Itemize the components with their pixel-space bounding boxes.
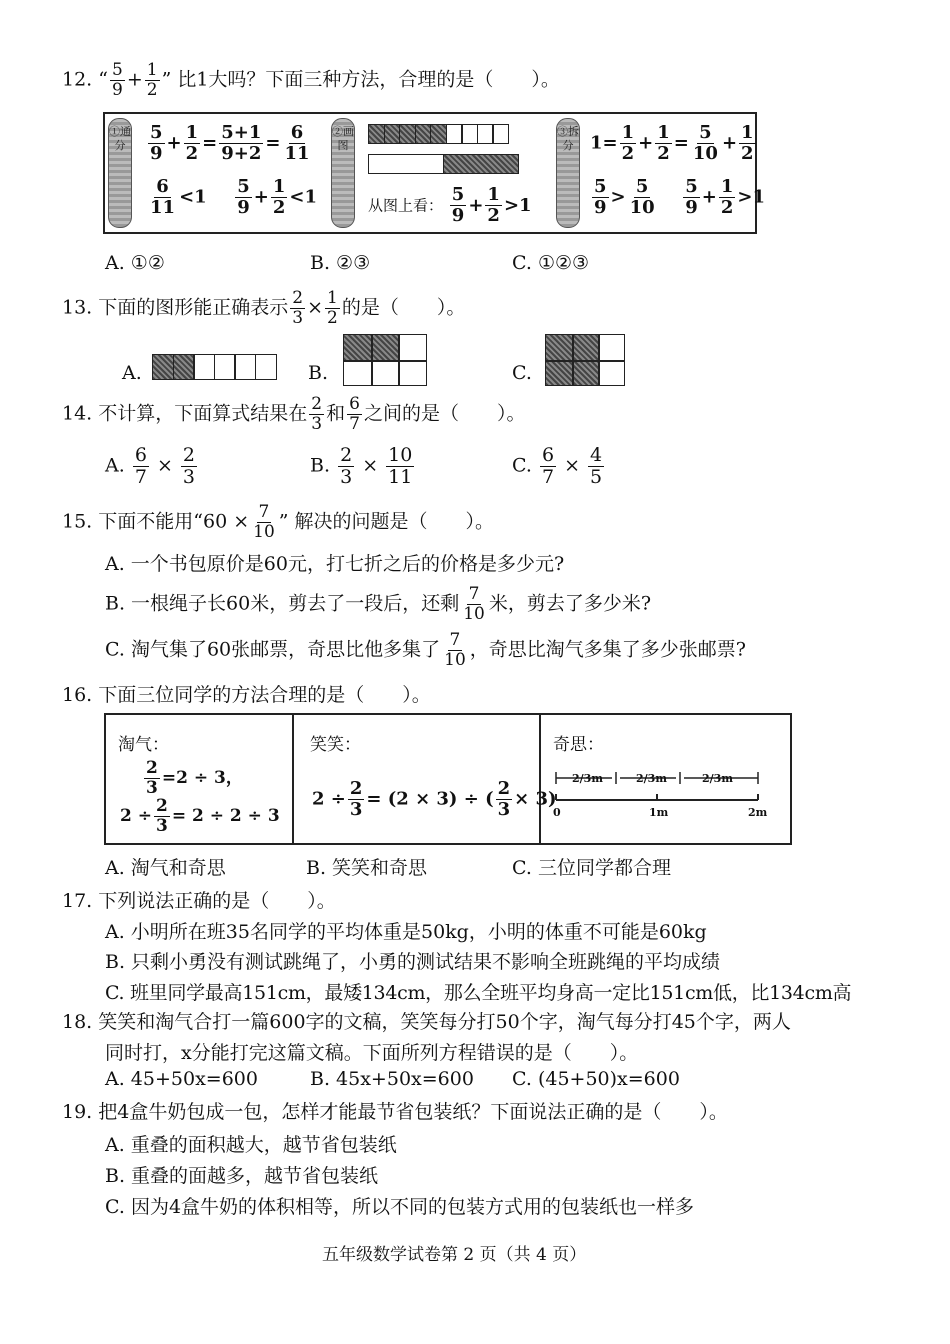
qisi-seg-3: 2/3m — [702, 772, 733, 785]
q16-stem: 16. 下面三位同学的方法合理的是（ ）。 — [62, 684, 431, 706]
q18-line2: 同时打，x分能打完这篇文稿。下面所列方程错误的是（ ）。 — [105, 1042, 639, 1064]
qisi-tick-1: 1m — [649, 806, 669, 819]
q13-figure-a — [152, 354, 275, 385]
method1-line2: $\frac{6}{11}$ <1 $\frac{5}{9}$ + $\frac{1}{2}$ <1 — [150, 176, 317, 218]
qisi-seg-1: 2/3m — [572, 772, 603, 785]
bar-ninths — [368, 124, 508, 149]
method2-mark: ②画图 — [331, 118, 355, 228]
qisi-seg-2: 2/3m — [636, 772, 667, 785]
method2-result: 从图上看： $\frac{5}{9}$ + $\frac{1}{2}$ >1 — [368, 184, 532, 226]
q19-option-a[interactable]: A. 重叠的面积越大，越节省包装纸 — [105, 1134, 397, 1156]
q18-option-c[interactable]: C. (45+50)x=600 — [512, 1068, 680, 1090]
q13-figure-c — [545, 334, 625, 386]
q14-option-a[interactable]: A. $\frac{6}{7}$ × $\frac{2}{3}$ — [105, 444, 195, 488]
q16-option-c[interactable]: C. 三位同学都合理 — [512, 857, 671, 879]
method3-mark: ③拆分 — [556, 118, 580, 228]
q13-figure-b — [343, 334, 427, 386]
q17-stem: 17. 下列说法正确的是（ ）。 — [62, 890, 336, 912]
qisi-tick-2: 2m — [748, 806, 768, 819]
q18-option-b[interactable]: B. 45x+50x=600 — [310, 1068, 474, 1090]
q12-option-b[interactable]: B. ②③ — [310, 252, 371, 274]
method1-mark: ①通分 — [108, 118, 132, 228]
qisi-tick-0: 0 — [553, 806, 561, 819]
method3-line2: $\frac{5}{9}$ > $\frac{5}{10}$ $\frac{5}{9}$ + $\frac{1}{2}$ >1 — [594, 176, 766, 218]
q15-option-a[interactable]: A. 一个书包原价是60元，打七折之后的价格是多少元? — [105, 553, 565, 575]
q17-option-c[interactable]: C. 班里同学最高151cm，最矮134cm，那么全班平均身高一定比151cm低，比134cm高 — [105, 982, 852, 1004]
bar-halves — [368, 154, 517, 179]
q12-option-a[interactable]: A. ①② — [105, 252, 165, 274]
q13-label-c[interactable]: C. — [512, 362, 532, 384]
q16-option-a[interactable]: A. 淘气和奇思 — [105, 857, 226, 879]
q19-stem: 19. 把4盒牛奶包成一包，怎样才能最节省包装纸？下面说法正确的是（ ）。 — [62, 1101, 728, 1123]
taoqi-label: 淘气： — [118, 735, 169, 755]
qisi-number-line — [552, 764, 774, 820]
qisi-label: 奇思： — [553, 735, 604, 755]
q13-label-b[interactable]: B. — [308, 362, 329, 384]
q12-stem: 12. “ $\frac{5}{9}$ + $\frac{1}{2}$ ” 比1大吗？下面三种方法，合理的是（ ）。 — [62, 60, 560, 100]
q14-option-b[interactable]: B. $\frac{2}{3}$ × $\frac{10}{11}$ — [310, 444, 413, 488]
q19-option-c[interactable]: C. 因为4盒牛奶的体积相等，所以不同的包装方式用的包装纸也一样多 — [105, 1196, 695, 1218]
q14-option-c[interactable]: C. $\frac{6}{7}$ × $\frac{4}{5}$ — [512, 444, 603, 488]
taoqi-line2: 2 ÷ $\frac{2}{3}$ = 2 ÷ 2 ÷ 3 — [120, 796, 280, 836]
q13-stem: 13. 下面的图形能正确表示 $\frac{2}{3}$ × $\frac{1}{2}$ 的是（ ）。 — [62, 288, 466, 328]
page-footer: 五年级数学试卷第 2 页（共 4 页） — [322, 1245, 587, 1265]
q12-option-c[interactable]: C. ①②③ — [512, 252, 590, 274]
method1-line1: $\frac{5}{9}$ + $\frac{1}{2}$ = $\frac{5+1}{9+2}$ = $\frac{6}{11}$ — [150, 122, 310, 164]
q16-option-b[interactable]: B. 笑笑和奇思 — [306, 857, 428, 879]
q15-option-c[interactable]: C. 淘气集了60张邮票，奇思比他多集了 $\frac{7}{10}$ ，奇思比淘气多集了多少张邮票? — [105, 630, 746, 670]
q13-label-a[interactable]: A. — [122, 362, 142, 384]
xiaoxiao-expr: 2 ÷ $\frac{2}{3}$ = (2 × 3) ÷ ( $\frac{2}{3}$ × 3) — [312, 778, 557, 820]
method3-line1: 1= $\frac{1}{2}$ + $\frac{1}{2}$ = $\frac{5}{10}$ + $\frac{1}{2}$ — [590, 122, 754, 164]
q17-option-b[interactable]: B. 只剩小勇没有测试跳绳了，小勇的测试结果不影响全班跳绳的平均成绩 — [105, 951, 721, 973]
xiaoxiao-label: 笑笑： — [310, 735, 361, 755]
q14-stem: 14. 不计算，下面算式结果在 $\frac{2}{3}$ 和 $\frac{6}{7}$ 之间的是（ ）。 — [62, 394, 526, 434]
q18-option-a[interactable]: A. 45+50x=600 — [105, 1068, 258, 1090]
q15-stem: 15. 下面不能用“60 × $\frac{7}{10}$ ” 解决的问题是（ ）。 — [62, 502, 495, 542]
q19-option-b[interactable]: B. 重叠的面越多，越节省包装纸 — [105, 1165, 379, 1187]
q18-line1: 18. 笑笑和淘气合打一篇600字的文稿，笑笑每分打50个字，淘气每分打45个字，两人 — [62, 1011, 791, 1033]
taoqi-line1: $\frac{2}{3}$ =2 ÷ 3， — [146, 758, 243, 798]
q17-option-a[interactable]: A. 小明所在班35名同学的平均体重是50kg，小明的体重不可能是60kg — [105, 921, 707, 943]
q15-option-b[interactable]: B. 一根绳子长60米，剪去了一段后，还剩 $\frac{7}{10}$ 米，剪去了多少米? — [105, 584, 652, 624]
